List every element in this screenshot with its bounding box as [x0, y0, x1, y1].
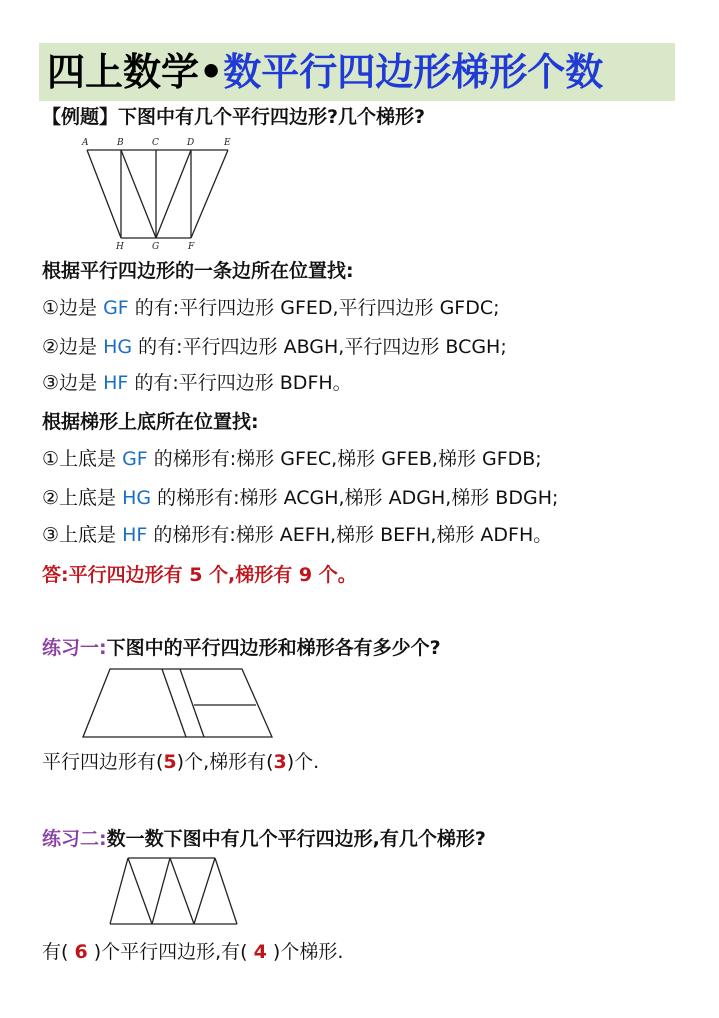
trap-line-3-num: ③上底是: [42, 524, 123, 546]
exercise2-figure: [0, 852, 719, 932]
exercise2-answer-parallelograms: 6: [74, 941, 88, 963]
label-B: B: [117, 138, 124, 148]
exercise1-answer-text-b: )个,梯形有(: [176, 751, 274, 773]
para-line-2-num: ②边是: [42, 336, 104, 358]
label-C: C: [152, 138, 159, 148]
para-line-1: [42, 295, 500, 321]
title-main: 数平行四边形梯形个数: [223, 50, 604, 94]
para-line-3: [42, 370, 352, 396]
exercise1-answer-trapezoids: 3: [273, 751, 287, 773]
para-line-3-rest: 的有:平行四边形 BDFH。: [128, 372, 352, 394]
exercise1-question-text: 下图中的平行四边形和梯形各有多少个?: [106, 637, 441, 659]
example-question-text: 下图中有几个平行四边形?几个梯形?: [118, 106, 426, 128]
exercise1-figure: [0, 665, 719, 745]
example-label: 【例题】: [42, 106, 119, 128]
exercise1-answer: [42, 749, 319, 775]
exercise2-question-text: 数一数下图中有几个平行四边形,有几个梯形?: [106, 828, 486, 850]
para-line-3-edge: HF: [103, 372, 129, 394]
para-line-3-num: ③边是: [42, 372, 104, 394]
trap-line-1: [42, 446, 542, 472]
exercise2-question: [42, 826, 486, 852]
trap-line-3: [42, 522, 552, 548]
exercise2-answer-text-b: )个平行四边形,有(: [87, 941, 254, 963]
label-A: A: [82, 138, 89, 148]
trap-line-2: [42, 485, 558, 511]
trap-line-2-rest: 的梯形有:梯形 ACGH,梯形 ADGH,梯形 BDGH;: [151, 487, 559, 509]
exercise2-label: 练习二:: [42, 828, 107, 850]
exercise2-answer-text-c: )个梯形.: [266, 941, 344, 963]
para-line-2: [42, 334, 507, 360]
para-line-1-num: ①边是: [42, 297, 104, 319]
trap-line-1-rest: 的梯形有:梯形 GFEC,梯形 GFEB,梯形 GFDB;: [147, 448, 542, 470]
exercise2-answer-trapezoids: 4: [253, 941, 267, 963]
exercise1-answer-parallelograms: 5: [163, 751, 177, 773]
para-heading: 根据平行四边形的一条边所在位置找:: [42, 260, 354, 282]
exercise1-label: 练习一:: [42, 637, 107, 659]
exercise1-question: [42, 635, 441, 661]
para-line-1-edge: GF: [103, 297, 129, 319]
title-prefix: 四上数学•: [47, 50, 224, 94]
trap-line-3-rest: 的梯形有:梯形 AEFH,梯形 BEFH,梯形 ADFH。: [147, 524, 553, 546]
exercise2-answer: [42, 939, 343, 965]
trap-line-1-edge: GF: [122, 448, 148, 470]
trap-heading: 根据梯形上底所在位置找:: [42, 411, 259, 433]
example-figure: [0, 0, 719, 260]
para-line-1-rest: 的有:平行四边形 GFED,平行四边形 GFDC;: [128, 297, 500, 319]
label-E: E: [224, 138, 231, 148]
label-D: D: [187, 138, 195, 148]
para-line-2-rest: 的有:平行四边形 ABGH,平行四边形 BCGH;: [132, 336, 507, 358]
para-line-2-edge: HG: [103, 336, 133, 358]
label-F: F: [188, 242, 195, 252]
trap-line-1-num: ①上底是: [42, 448, 123, 470]
trap-line-2-num: ②上底是: [42, 487, 123, 509]
label-G: G: [152, 242, 160, 252]
exercise2-answer-text-a: 有(: [42, 941, 75, 963]
exercise1-answer-text-a: 平行四边形有(: [42, 751, 164, 773]
example-answer: 答:平行四边形有 5 个,梯形有 9 个。: [42, 564, 357, 586]
trap-line-2-edge: HG: [122, 487, 152, 509]
label-H: H: [116, 242, 124, 252]
exercise1-answer-text-c: )个.: [286, 751, 320, 773]
trap-line-3-edge: HF: [122, 524, 148, 546]
